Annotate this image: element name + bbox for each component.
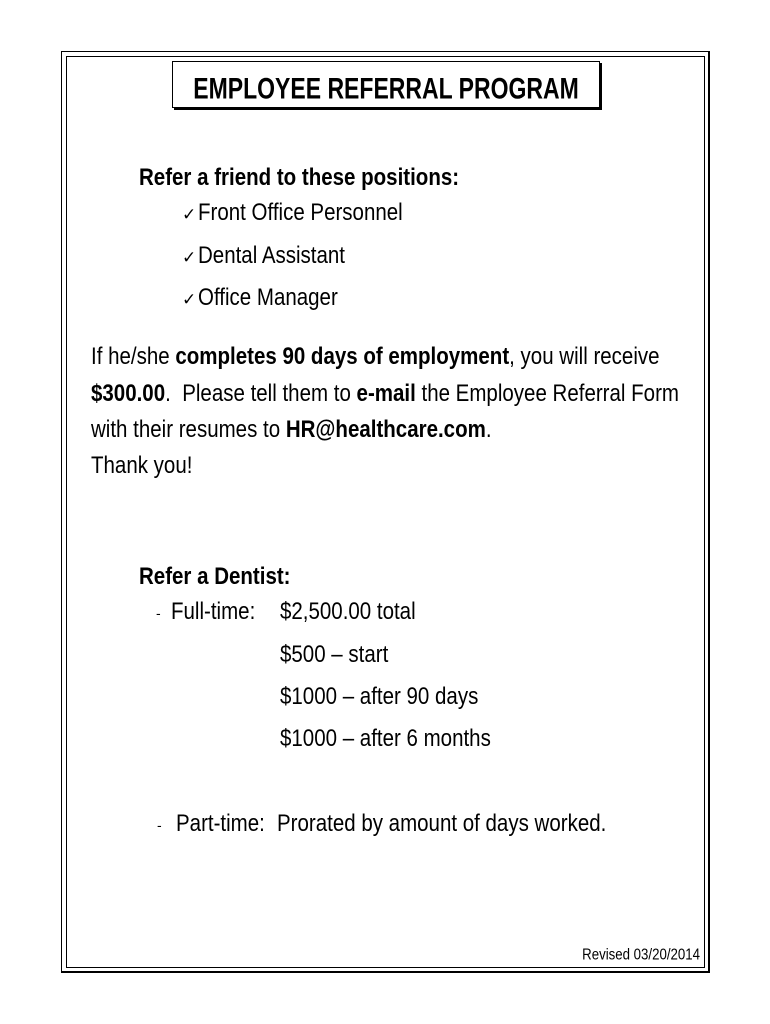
bonus-paragraph-line — [91, 376, 679, 411]
page-title: EMPLOYEE REFERRAL PROGRAM — [193, 71, 579, 105]
hr-email-address: HR@healthcare.com — [285, 415, 486, 443]
bonus-text: If he/she — [91, 342, 176, 370]
position-list-item — [182, 241, 442, 271]
full-time-payment: $1000 – after 6 months — [280, 724, 491, 752]
checkmark-icon — [182, 243, 196, 273]
thank-you-text: Thank you! — [91, 451, 193, 479]
bonus-text: , you will receive — [509, 342, 660, 370]
bonus-text: . — [485, 415, 492, 443]
full-time-payment: $1000 – after 90 days — [280, 682, 479, 710]
position-label: Office Manager — [198, 283, 338, 311]
part-time-detail: Prorated by amount of days worked. — [277, 809, 607, 837]
bonus-paragraph-line — [91, 339, 660, 374]
bonus-emphasis: e-mail — [356, 379, 416, 407]
position-list-item — [182, 198, 442, 228]
bonus-condition: completes 90 days of employment — [175, 342, 510, 370]
full-time-payment: $500 – start — [280, 640, 389, 668]
bonus-text: the Employee Referral Form — [415, 379, 679, 407]
position-list-item — [182, 283, 442, 313]
bonus-paragraph-line — [91, 412, 492, 447]
revised-date-note: Revised 03/20/2014 — [582, 945, 700, 964]
checkmark-icon — [182, 285, 196, 315]
full-time-bullet: - — [156, 605, 161, 621]
checkmark-icon — [182, 200, 196, 230]
part-time-bullet: - — [157, 817, 162, 833]
title-wrapper — [173, 68, 599, 108]
part-time-label: Part-time: — [176, 809, 265, 837]
bonus-text: with their resumes to — [91, 415, 286, 443]
dentist-referral-heading: Refer a Dentist: — [139, 562, 291, 590]
bonus-text: . Please tell them to — [165, 379, 357, 407]
position-label: Dental Assistant — [198, 241, 345, 269]
bonus-amount: $300.00 — [91, 379, 166, 407]
full-time-total: $2,500.00 total — [280, 597, 416, 625]
position-label: Front Office Personnel — [198, 198, 403, 226]
title-box — [172, 61, 600, 108]
friend-referral-heading: Refer a friend to these positions: — [139, 163, 460, 191]
full-time-label: Full-time: — [171, 597, 256, 625]
